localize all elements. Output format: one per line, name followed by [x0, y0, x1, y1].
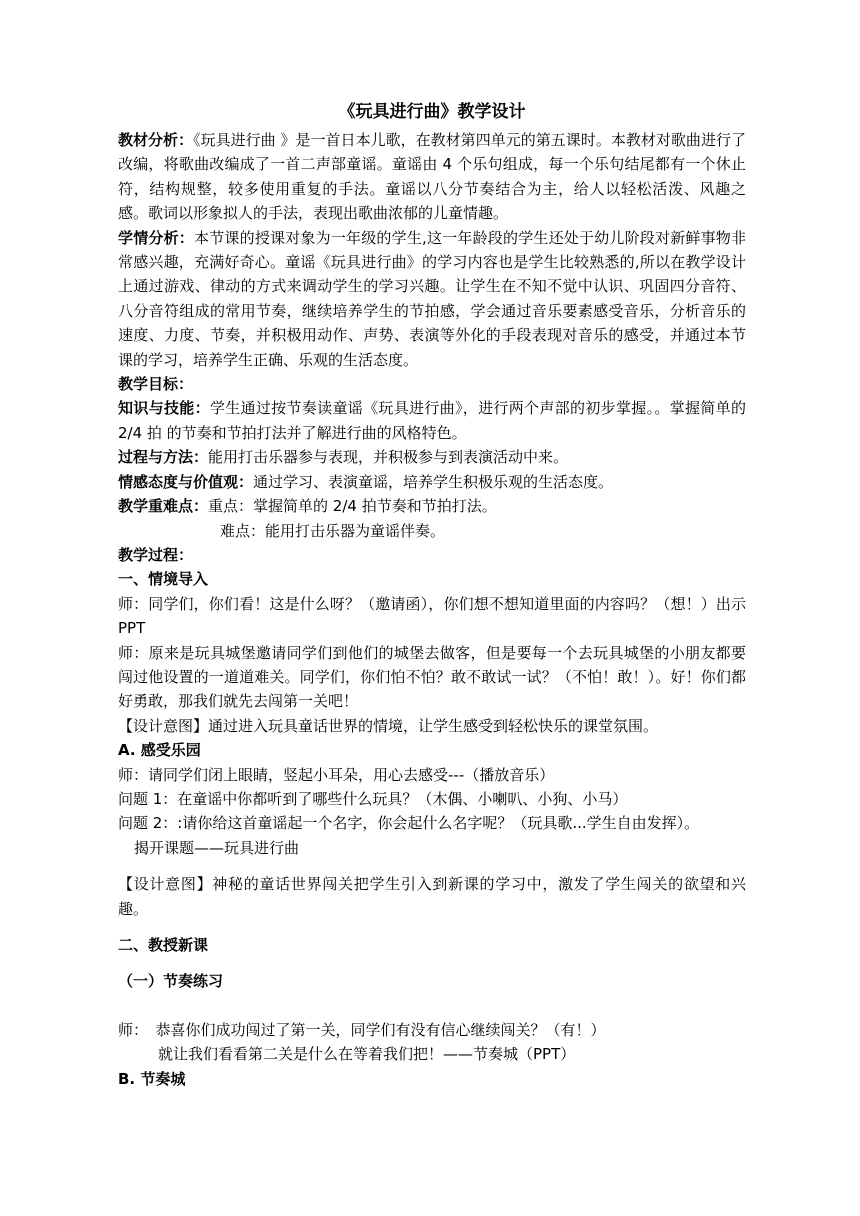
subheading-b: B. 节奏城: [118, 1069, 186, 1088]
reveal-topic: 揭开课题——玩具进行曲: [134, 838, 300, 857]
label-goal-attitude: 情感态度与价值观：: [118, 472, 254, 491]
paragraph-student-analysis: [118, 226, 746, 372]
document-body: [118, 98, 746, 1091]
heading-teaching-goals: 教学目标：: [118, 375, 194, 394]
design-intent-1: 【设计意图】通过进入玩具童话世界的情境，让学生感受到轻松快乐的课堂氛围。: [118, 716, 659, 735]
paragraph-goal-attitude: [118, 470, 746, 494]
subheading-rhythm-practice: （一）节奏练习: [118, 972, 224, 991]
label-key-points: 教学重难点：: [118, 497, 209, 516]
paragraph-key-points: [118, 494, 746, 518]
text-goal-process: 能用打击乐器参与表现，并积极参与到表演活动中来。: [208, 448, 569, 467]
dialogue-line-4: 师： 恭喜你们成功闯过了第一关，同学们有没有信心继续闯关？（有！）: [118, 1020, 606, 1039]
question-2: 问题 2：:请你给这首童谣起一个名字，你会起什么名字呢？（玩具歌...学生自由发挥）。: [118, 814, 700, 833]
label-student-analysis: 学情分析：: [118, 228, 195, 247]
text-goal-knowledge: 学生通过按节奏读童谣《玩具进行曲》，进行两个声部的初步掌握。。掌握简单的 2/4 拍 的节奏和节拍打法并了解进行曲的风格特色。: [118, 399, 746, 442]
subheading-a: A. 感受乐园: [118, 741, 201, 760]
heading-teaching-process: 教学过程：: [118, 545, 194, 564]
dialogue-line-1: 师：同学们，你们看！这是什么呀？（邀请函），你们想不想知道里面的内容吗？（想！）出示 PPT: [118, 594, 746, 638]
text-key-point: 重点：掌握简单的 2/4 拍节奏和节拍打法。: [208, 497, 497, 516]
paragraph-goal-process: [118, 445, 746, 469]
label-goal-knowledge: 知识与技能：: [118, 399, 210, 418]
dialogue-line-3: 师：请同学们闭上眼睛，竖起小耳朵，用心去感受---（播放音乐）: [118, 765, 555, 784]
text-student-analysis: 本节课的授课对象为一年级的学生,这一年龄段的学生还处于幼儿阶段对新鲜事物非常感兴趣，充满好奇心。童谣《玩具进行曲》的学习内容也是学生比较熟悉的,所以在教学设计上通过游戏、律动的方式来调动学生的学习兴趣。让学生在不知不觉中认识、巩固四分音符、八分音符组成的常用节奏，继续培养学生的节拍感，学会通过音乐要素感受音乐，分析音乐的速度、力度、节奏，并积极用动作、声势、表演等外化的手段表现对音乐的感受，并通过本节课的学习，培养学生正确、乐观的生活态度。: [118, 228, 746, 369]
dialogue-line-2: 师：原来是玩具城堡邀请同学们到他们的城堡去做客，但是要每一个去玩具城堡的小朋友都要闯过他设置的一道道难关。同学们，你们怕不怕？敢不敢试一试？（不怕！敢！）。好！你们都好勇敢，那我们就先去闯第一关吧！: [118, 643, 746, 711]
dialogue-line-5: 就让我们看看第二关是什么在等着我们把！——节奏城（PPT）: [158, 1045, 576, 1064]
text-goal-attitude: 通过学习、表演童谣，培养学生积极乐观的生活态度。: [253, 472, 614, 491]
paragraph-material-analysis: [118, 128, 746, 226]
question-1: 问题 1：在童谣中你都听到了哪些什么玩具？（木偶、小喇叭、小狗、小马）: [118, 789, 628, 808]
document-title: 《玩具进行曲》教学设计: [338, 102, 526, 122]
heading-section-1: 一、情境导入: [118, 570, 209, 589]
paragraph-goal-knowledge: [118, 396, 746, 445]
heading-section-2: 二、教授新课: [118, 936, 209, 954]
text-material-analysis: 《玩具进行曲 》是一首日本儿歌，在教材第四单元的第五课时。本教材对歌曲进行了改编，将歌曲改编成了一首二声部童谣。童谣由 4 个乐句组成，每一个乐句结尾都有一个休止符，结构规整，较多使用重复的手法。童谣以八分节奏结合为主，给人以轻松活泼、风趣之感。歌词以形象拟人的手法，表现出歌曲浓郁的儿童情趣。: [118, 131, 746, 223]
text-difficult-point: 难点：能用打击乐器为童谣伴奏。: [220, 521, 446, 540]
design-intent-2: 【设计意图】神秘的童话世界闯关把学生引入到新课的学习中，激发了学生闯关的欲望和兴趣。: [118, 875, 746, 918]
label-material-analysis: 教材分析：: [118, 131, 194, 149]
label-goal-process: 过程与方法：: [118, 448, 209, 467]
